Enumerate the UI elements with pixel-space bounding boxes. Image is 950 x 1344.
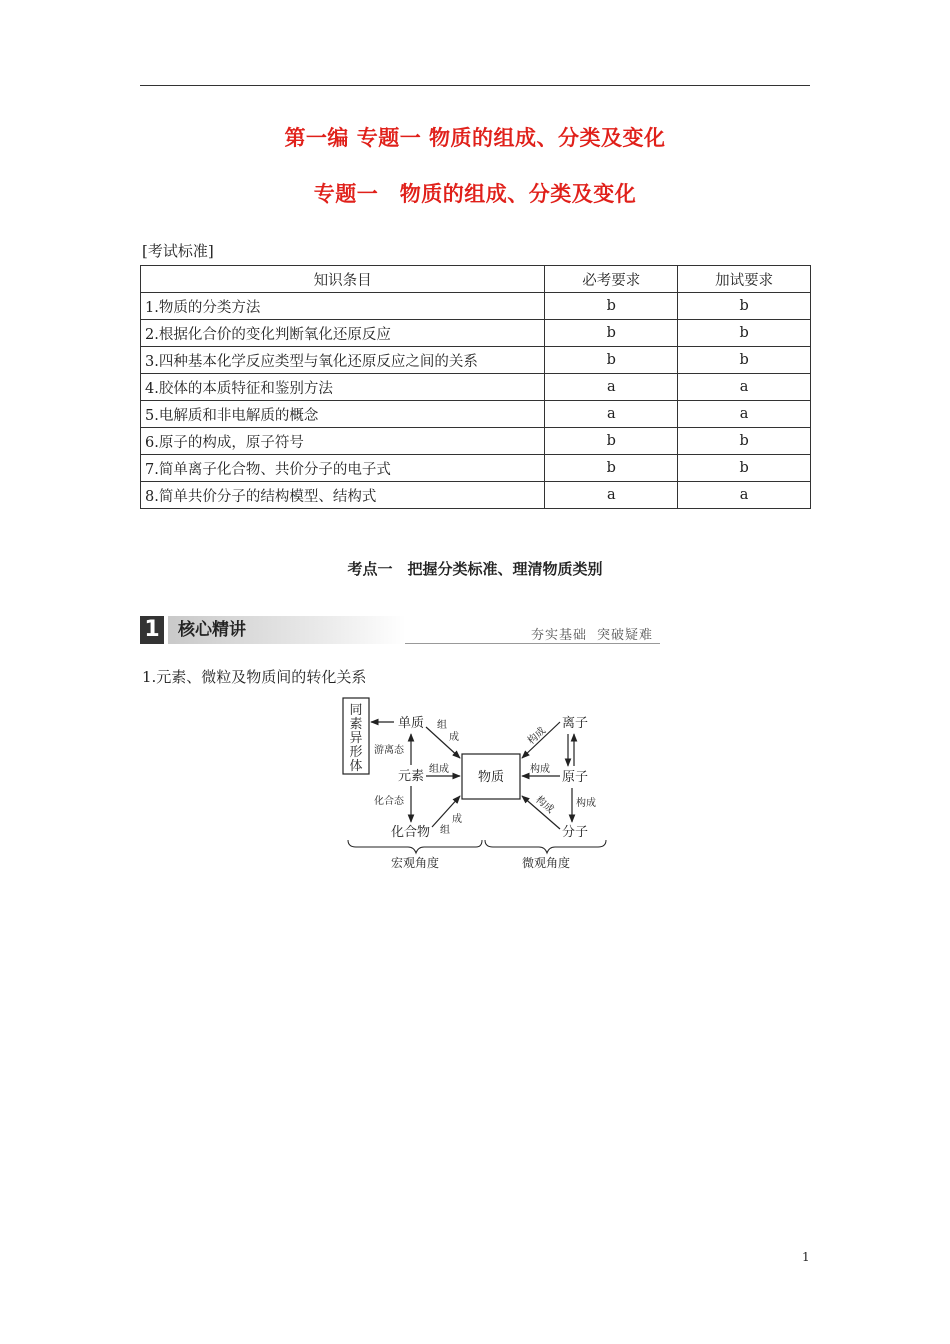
constitute-label-atom: 构成	[530, 764, 550, 775]
table-row	[141, 482, 811, 509]
table-cell-item: 4.胶体的本质特征和鉴别方法	[141, 374, 545, 401]
table-cell-extra: a	[678, 374, 811, 401]
exam-standards-table	[140, 265, 811, 509]
table-cell-required: a	[545, 374, 678, 401]
free-state-label: 游离态	[374, 745, 404, 756]
micro-brace	[485, 840, 606, 853]
compose-label-bottom-1: 成	[452, 814, 462, 825]
table-row	[141, 293, 811, 320]
atom-label: 原子	[562, 770, 589, 785]
chapter-title: 专题一 物质的组成、分类及变化	[313, 182, 637, 206]
table-cell-item: 1.物质的分类方法	[141, 293, 545, 320]
element-label: 元素	[398, 769, 425, 784]
exam-point-title: 考点一 把握分类标准、理清物质类别	[347, 560, 603, 578]
compose-label-top-2: 成	[449, 732, 459, 743]
constitute-label-molecule: 构成	[533, 794, 556, 816]
table-row	[141, 455, 811, 482]
table-cell-extra: b	[678, 428, 811, 455]
table-cell-extra: a	[678, 482, 811, 509]
table-cell-extra: a	[678, 401, 811, 428]
substance-label: 物质	[477, 770, 505, 785]
compound-label: 化合物	[391, 825, 431, 840]
table-cell-item: 6.原子的构成，原子符号	[141, 428, 545, 455]
column-header-required: 必考要求	[545, 266, 678, 293]
table-cell-item: 5.电解质和非电解质的概念	[141, 401, 545, 428]
table-cell-extra: b	[678, 293, 811, 320]
banner-heading: 核心精讲	[168, 616, 406, 644]
simple-substance-label: 单质	[398, 716, 425, 731]
document-title: 第一编 专题一 物质的组成、分类及变化	[284, 126, 666, 150]
micro-view-label: 微观角度	[521, 856, 571, 870]
allotrope-char: 形	[349, 745, 363, 760]
constitute-label-ion: 构成	[525, 725, 549, 747]
allotrope-char: 异	[349, 731, 363, 746]
banner-number: 1	[140, 616, 164, 644]
table-cell-required: a	[545, 401, 678, 428]
table-cell-required: b	[545, 320, 678, 347]
table-row	[141, 320, 811, 347]
allotrope-char: 同	[349, 703, 363, 718]
column-header-extra: 加试要求	[678, 266, 811, 293]
molecule-label: 分子	[562, 825, 589, 840]
table-cell-item: 8.简单共价分子的结构模型、结构式	[141, 482, 545, 509]
compose-label-bottom-2: 组	[440, 825, 450, 836]
macro-view-label: 宏观角度	[390, 856, 440, 870]
column-header-item: 知识条目	[141, 266, 545, 293]
conversion-diagram	[336, 690, 611, 872]
table-row	[141, 374, 811, 401]
table-cell-extra: b	[678, 455, 811, 482]
constitute-label-atom-molecule: 构成	[576, 798, 596, 809]
table-cell-required: a	[545, 482, 678, 509]
table-cell-required: b	[545, 428, 678, 455]
section-item-title: 1.元素、微粒及物质间的转化关系	[142, 668, 367, 686]
combined-state-label: 化合态	[374, 796, 404, 807]
macro-brace	[348, 840, 482, 853]
table-cell-item: 3.四种基本化学反应类型与氧化还原反应之间的关系	[141, 347, 545, 374]
banner-subtitle	[531, 624, 663, 643]
table-cell-item: 2.根据化合价的变化判断氧化还原反应	[141, 320, 545, 347]
banner-sub-left: 夯实基础	[531, 628, 588, 643]
table-header-row	[141, 266, 811, 293]
table-cell-required: b	[545, 293, 678, 320]
page-number: 1	[802, 1250, 810, 1264]
compose-label-middle: 组成	[429, 764, 449, 775]
allotrope-char: 体	[349, 759, 363, 774]
table-cell-required: b	[545, 455, 678, 482]
ion-label: 离子	[562, 716, 589, 731]
table-row	[141, 428, 811, 455]
compose-label-top-1: 组	[437, 720, 447, 731]
table-cell-item: 7.简单离子化合物、共价分子的电子式	[141, 455, 545, 482]
table-cell-extra: b	[678, 320, 811, 347]
table-row	[141, 401, 811, 428]
table-row	[141, 347, 811, 374]
banner-rule	[405, 643, 660, 644]
allotrope-char: 素	[349, 717, 363, 732]
table-cell-required: b	[545, 347, 678, 374]
section-banner	[140, 614, 654, 646]
header-rule	[140, 85, 810, 86]
table-cell-extra: b	[678, 347, 811, 374]
banner-sub-right: 突破疑难	[597, 628, 654, 643]
exam-standards-label: [考试标准]	[142, 242, 214, 260]
